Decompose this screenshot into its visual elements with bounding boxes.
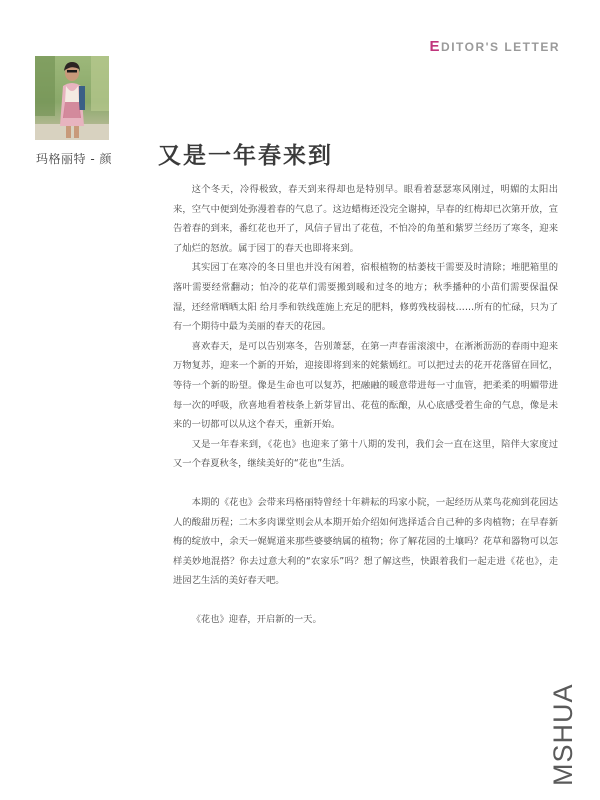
body-paragraph: 又是一年春来到，《花也》也迎来了第十八期的发刊，我们会一直在这里，陪伴大家度过又一个春夏秋冬，继续美好的“花也”生活。 xyxy=(173,438,558,470)
article-title: 又是一年春来到 xyxy=(158,142,333,169)
header-initial: E xyxy=(429,38,442,55)
editors-letter-header xyxy=(430,38,560,55)
author-portrait xyxy=(35,56,109,140)
article-body xyxy=(173,180,558,629)
body-paragraph: 喜欢春天，是可以告别寒冬，告别萧瑟，在第一声春雷滚滚中，在淅淅沥沥的春雨中迎来万物复苏，迎来一个新的开始，迎接即将到来的姹紫嫣红。可以把过去的花开花落留在回忆，等待一个新的盼望。像是生命也可以复苏，把融融的暖意带进每一寸血管，把柔柔的明媚带进每一次的呼吸，欣喜地看着枝条上新芽冒出、花苞的酝酿，从心底感受着生命的气息，像是未来的一切都可以从这个春天，重新开始。 xyxy=(173,340,558,431)
body-paragraph: 其实园丁在寒冷的冬日里也并没有闲着，宿根植物的枯萎枝干需要及时清除；堆肥箱里的落叶需要经常翻动；怕冷的花草们需要搬到暖和过冬的地方；秋季播种的小苗们需要保温保湿，还经常晒晒太阳 给月季和铁线莲施上充足的肥料，修剪残枝弱枝……所有的忙碌，只为了有一个期待中最为美丽的春天的花园。 xyxy=(173,262,558,333)
closing-line: 《花也》迎春，开启新的一天。 xyxy=(191,613,322,625)
author-name: 玛格丽特 - 颜 xyxy=(36,152,112,166)
body-paragraph: 本期的《花也》会带来玛格丽特曾经十年耕耘的玛家小院，一起经历从菜鸟花痴到花园达人的酸甜历程；二木多肉课堂则会从本期开始介绍如何选择适合自己种的多肉植物；在早春新梅的绽放中，余天一娓娓道来那些婆婆纳属的植物；你了解花园的土壤吗？花草和器物可以怎样美妙地混搭？你去过意大利的“农家乐”吗？想了解这些，快跟着我们一起走进《花也》，走进园艺生活的美好春天吧。 xyxy=(173,496,558,587)
header-rest: DITOR'S LETTER xyxy=(441,40,560,54)
body-paragraph: 这个冬天，冷得极致，春天到来得却也是特别早。眼看着瑟瑟寒风刚过，明媚的太阳出来，空气中便到处弥漫着春的气息了。这边蜡梅还没完全谢掉，早春的红梅却已次第开放，宣告着春的到来，番红花也开了，风信子冒出了花苞，不怕冷的角堇和紫罗兰经历了寒冬，迎来了灿烂的怒放。属于园丁的春天也即将来到。 xyxy=(173,184,558,254)
magazine-brand: MSHUA xyxy=(548,683,578,786)
